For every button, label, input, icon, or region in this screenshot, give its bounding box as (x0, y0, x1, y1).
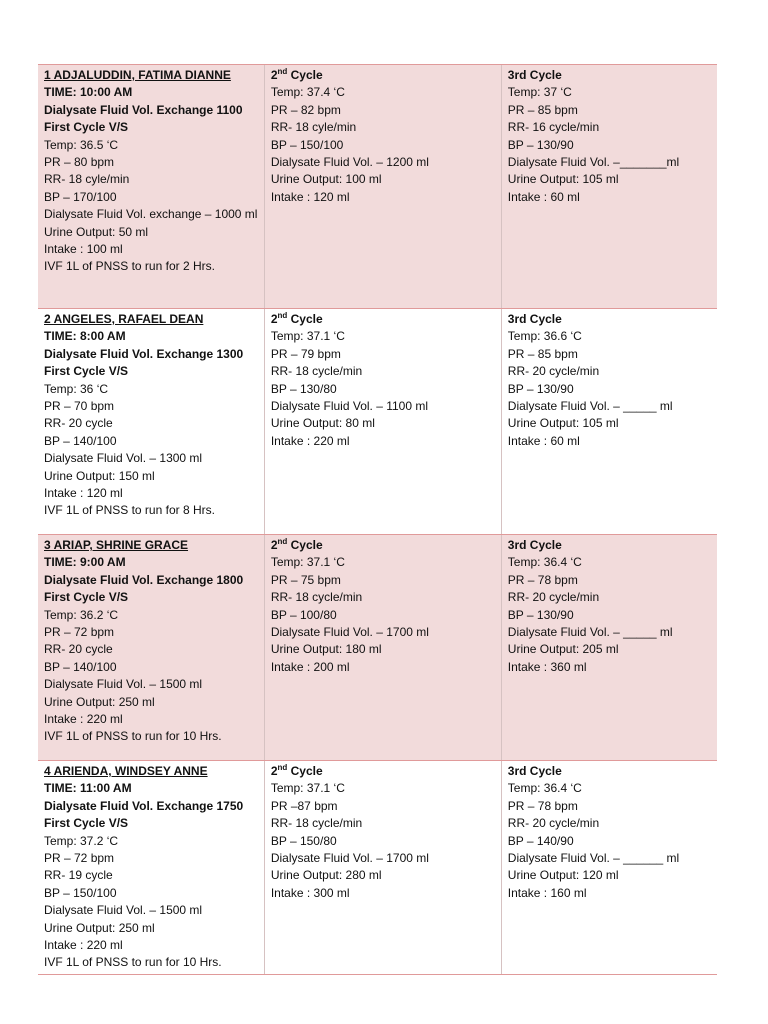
dialysate-volume: Dialysate Fluid Vol. – 1700 ml (270, 851, 429, 866)
urine-output: Urine Output: 205 ml (507, 642, 619, 657)
intake: Intake : 220 ml (270, 433, 350, 448)
second-cycle-cell (264, 761, 501, 975)
second-cycle-cell (264, 309, 501, 535)
session-time: TIME: 9:00 AM (44, 555, 126, 570)
session-time: TIME: 8:00 AM (44, 329, 126, 344)
dialysate-volume: Dialysate Fluid Vol. – 1200 ml (270, 155, 429, 170)
dialysate-volume: Dialysate Fluid Vol. – 1100 ml (270, 399, 429, 414)
vital-pr: PR – 75 bpm (270, 572, 341, 587)
dialysate-volume: Dialysate Fluid Vol. – 1500 ml (44, 903, 203, 918)
patient-row (38, 761, 717, 975)
vital-temp: Temp: 36.6 ‘C (507, 329, 582, 344)
vital-rr: RR- 20 cycle/min (507, 590, 600, 605)
dialysate-volume: Dialysate Fluid Vol. – 1300 ml (44, 451, 203, 466)
vital-bp: BP – 140/100 (44, 659, 117, 674)
second-cycle-title: 2nd Cycle (270, 537, 323, 552)
intake: Intake : 120 ml (270, 189, 350, 204)
patient-name: 1 ADJALUDDIN, FATIMA DIANNE (44, 68, 231, 82)
ivf-order: IVF 1L of PNSS to run for 2 Hrs. (44, 259, 215, 274)
vital-temp: Temp: 36.4 ‘C (507, 781, 582, 796)
ivf-order: IVF 1L of PNSS to run for 10 Hrs. (44, 955, 222, 970)
ivf-order: IVF 1L of PNSS to run for 8 Hrs. (44, 503, 215, 518)
session-time: TIME: 11:00 AM (44, 781, 132, 796)
vital-pr: PR – 72 bpm (44, 851, 115, 866)
first-cycle-cell (38, 309, 264, 535)
intake: Intake : 220 ml (44, 938, 123, 953)
second-cycle-cell (264, 65, 501, 309)
first-cycle-cell (38, 761, 264, 975)
vital-pr: PR – 78 bpm (507, 572, 578, 587)
intake: Intake : 100 ml (44, 242, 123, 257)
exchange-volume: Dialysate Fluid Vol. Exchange 1300 (44, 346, 244, 361)
second-cycle-cell (264, 535, 501, 761)
vital-pr: PR – 78 bpm (507, 798, 578, 813)
urine-output: Urine Output: 180 ml (270, 642, 382, 657)
dialysis-monitoring-table (38, 64, 717, 975)
third-cycle-title: 3rd Cycle (507, 312, 562, 326)
exchange-volume: Dialysate Fluid Vol. Exchange 1750 (44, 798, 244, 813)
vital-bp: BP – 130/90 (507, 607, 574, 622)
second-cycle-title: 2nd Cycle (270, 763, 323, 778)
vital-pr: PR – 85 bpm (507, 102, 578, 117)
urine-output: Urine Output: 120 ml (507, 868, 619, 883)
vital-rr: RR- 18 cycle/min (270, 816, 363, 831)
intake: Intake : 60 ml (507, 433, 580, 448)
first-cycle-label: First Cycle V/S (44, 816, 129, 831)
vital-rr: RR- 18 cyle/min (44, 172, 130, 187)
ivf-order: IVF 1L of PNSS to run for 10 Hrs. (44, 729, 222, 744)
vital-temp: Temp: 37.2 ‘C (44, 833, 119, 848)
vital-temp: Temp: 36.2 ‘C (44, 607, 119, 622)
vital-pr: PR – 70 bpm (44, 399, 115, 414)
first-cycle-cell (38, 535, 264, 761)
vital-pr: PR –87 bpm (270, 798, 338, 813)
first-cycle-label: First Cycle V/S (44, 120, 129, 135)
patient-name: 3 ARIAP, SHRINE GRACE (44, 538, 189, 552)
vital-rr: RR- 18 cyle/min (270, 120, 357, 135)
vital-temp: Temp: 37.4 ‘C (270, 85, 345, 100)
vital-bp: BP – 140/100 (44, 433, 117, 448)
third-cycle-cell (501, 65, 717, 309)
vital-bp: BP – 150/100 (270, 137, 344, 152)
urine-output: Urine Output: 105 ml (507, 172, 619, 187)
vital-bp: BP – 140/90 (507, 833, 574, 848)
urine-output: Urine Output: 80 ml (270, 416, 375, 431)
first-cycle-label: First Cycle V/S (44, 590, 129, 605)
patient-row (38, 535, 717, 761)
dialysate-volume: Dialysate Fluid Vol. – 1500 ml (44, 677, 203, 692)
dialysate-volume: Dialysate Fluid Vol. – _____ ml (507, 399, 673, 414)
urine-output: Urine Output: 250 ml (44, 694, 155, 709)
patient-row (38, 65, 717, 309)
vital-temp: Temp: 37.1 ‘C (270, 329, 345, 344)
vital-pr: PR – 72 bpm (44, 625, 115, 640)
vital-rr: RR- 20 cycle (44, 642, 113, 657)
third-cycle-cell (501, 535, 717, 761)
vital-pr: PR – 82 bpm (270, 102, 341, 117)
dialysate-volume: Dialysate Fluid Vol. –_______ml (507, 155, 680, 170)
vital-bp: BP – 130/80 (270, 381, 337, 396)
exchange-volume: Dialysate Fluid Vol. Exchange 1800 (44, 572, 244, 587)
vital-bp: BP – 170/100 (44, 189, 117, 204)
vital-rr: RR- 16 cycle/min (507, 120, 600, 135)
third-cycle-title: 3rd Cycle (507, 68, 562, 82)
vital-pr: PR – 80 bpm (44, 155, 115, 170)
vital-pr: PR – 79 bpm (270, 346, 341, 361)
vital-rr: RR- 18 cycle/min (270, 364, 363, 379)
vital-bp: BP – 150/80 (270, 833, 337, 848)
intake: Intake : 360 ml (507, 659, 587, 674)
intake: Intake : 300 ml (270, 885, 350, 900)
urine-output: Urine Output: 50 ml (44, 224, 149, 239)
patient-name: 4 ARIENDA, WINDSEY ANNE (44, 764, 208, 778)
vital-bp: BP – 150/100 (44, 885, 117, 900)
session-time: TIME: 10:00 AM (44, 85, 133, 100)
first-cycle-cell (38, 65, 264, 309)
urine-output: Urine Output: 100 ml (270, 172, 382, 187)
vital-temp: Temp: 36.5 ‘C (44, 137, 119, 152)
vital-rr: RR- 18 cycle/min (270, 590, 363, 605)
vital-rr: RR- 19 cycle (44, 868, 113, 883)
intake: Intake : 120 ml (44, 486, 123, 501)
exchange-volume: Dialysate Fluid Vol. Exchange 1100 (44, 102, 243, 117)
vital-bp: BP – 100/80 (270, 607, 337, 622)
vital-rr: RR- 20 cycle (44, 416, 113, 431)
vital-temp: Temp: 37 ‘C (507, 85, 572, 100)
vital-temp: Temp: 37.1 ‘C (270, 781, 345, 796)
vital-bp: BP – 130/90 (507, 381, 574, 396)
third-cycle-cell (501, 761, 717, 975)
dialysate-volume: Dialysate Fluid Vol. exchange – 1000 ml (44, 207, 258, 222)
urine-output: Urine Output: 250 ml (44, 920, 155, 935)
patient-name: 2 ANGELES, RAFAEL DEAN (44, 312, 204, 326)
first-cycle-label: First Cycle V/S (44, 364, 129, 379)
patient-row (38, 309, 717, 535)
dialysate-volume: Dialysate Fluid Vol. – _____ ml (507, 625, 673, 640)
intake: Intake : 60 ml (507, 189, 580, 204)
urine-output: Urine Output: 150 ml (44, 468, 155, 483)
third-cycle-title: 3rd Cycle (507, 538, 562, 552)
vital-temp: Temp: 36 ‘C (44, 381, 109, 396)
intake: Intake : 200 ml (270, 659, 350, 674)
intake: Intake : 220 ml (44, 712, 123, 727)
vital-pr: PR – 85 bpm (507, 346, 578, 361)
vital-temp: Temp: 36.4 ‘C (507, 555, 582, 570)
vital-rr: RR- 20 cycle/min (507, 364, 600, 379)
urine-output: Urine Output: 105 ml (507, 416, 619, 431)
third-cycle-cell (501, 309, 717, 535)
second-cycle-title: 2nd Cycle (270, 311, 323, 326)
intake: Intake : 160 ml (507, 885, 587, 900)
second-cycle-title: 2nd Cycle (270, 67, 323, 82)
third-cycle-title: 3rd Cycle (507, 764, 562, 778)
dialysate-volume: Dialysate Fluid Vol. – ______ ml (507, 851, 680, 866)
vital-temp: Temp: 37.1 ‘C (270, 555, 345, 570)
urine-output: Urine Output: 280 ml (270, 868, 382, 883)
vital-bp: BP – 130/90 (507, 137, 574, 152)
dialysate-volume: Dialysate Fluid Vol. – 1700 ml (270, 625, 429, 640)
vital-rr: RR- 20 cycle/min (507, 816, 600, 831)
